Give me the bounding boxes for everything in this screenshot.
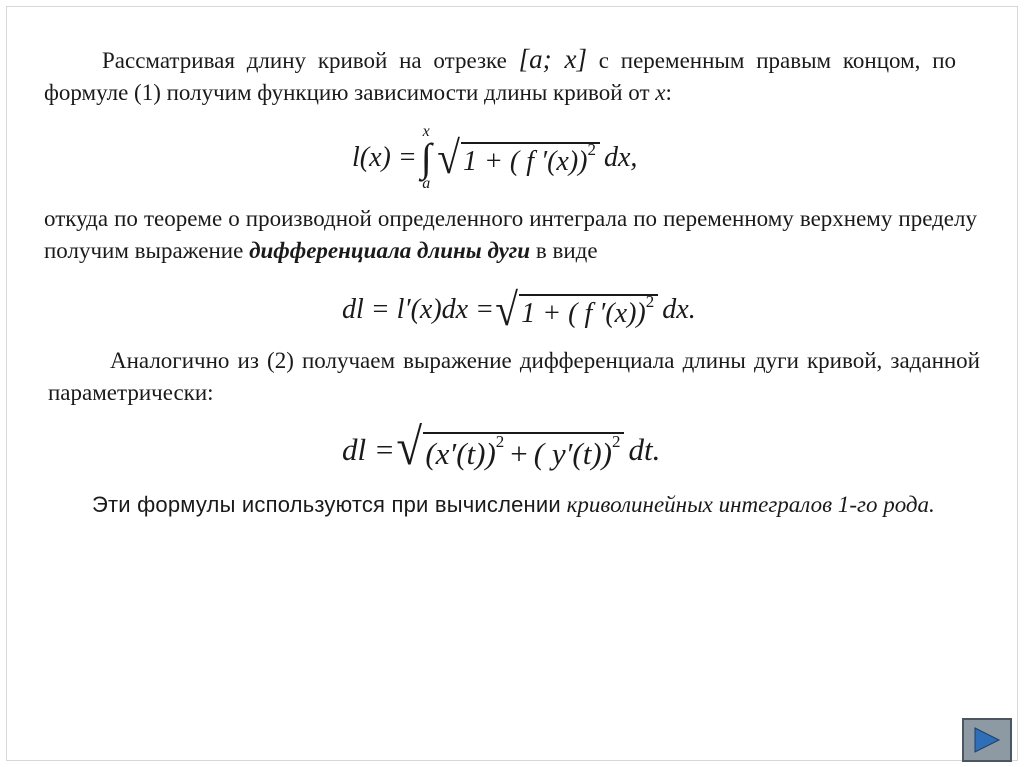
formula-arc-length xyxy=(352,118,637,198)
interval: [a; x] xyxy=(518,44,587,74)
paragraph1-end: : xyxy=(665,80,672,105)
variable-x: x xyxy=(655,80,666,105)
formula3-lhs: dl = xyxy=(342,432,395,467)
paragraph3-text: Аналогично из (2) получаем выражение дифференциала длины дуги кривой, заданной параметрически: xyxy=(48,348,980,405)
formula1-tail: dx, xyxy=(604,142,638,173)
paragraph-derivative-theorem xyxy=(44,203,977,267)
radical-sign: √ xyxy=(436,132,460,183)
paragraph4-text: Эти формулы используются при вычислении xyxy=(92,492,561,517)
formula3-power-a: 2 xyxy=(495,432,505,451)
radical-sign: √ xyxy=(495,284,518,335)
play-triangle-icon xyxy=(972,725,1002,755)
integral-lower-limit: a xyxy=(422,175,431,192)
radical-sign: √ xyxy=(396,419,422,476)
formula1-lhs: l(x) = xyxy=(352,142,417,173)
paragraph-line-integrals xyxy=(56,489,978,521)
paragraph-arc-length-intro xyxy=(44,43,956,109)
paragraph1-suffix: с переменным правым концом, по формуле (1) получим функцию зависимости длины кривой от xyxy=(44,48,957,105)
square-root-2 xyxy=(494,284,658,335)
formula2-lhs: dl = l′(x)dx = xyxy=(342,294,494,325)
formula3-plus: + xyxy=(510,436,528,471)
formula1-radicand: 1 + ( f ′(x)) xyxy=(462,146,588,177)
square-root xyxy=(436,132,600,183)
paragraph2-text: откуда по теореме о производной определенного интеграла по переменному верхнему пределу получим выражение xyxy=(44,206,977,263)
formula3-power-b: 2 xyxy=(611,432,621,451)
arc-differential-term: дифференциала длины дуги xyxy=(249,238,531,263)
formula3-radicand-a: (x′(t)) xyxy=(425,436,496,471)
next-slide-button[interactable] xyxy=(962,718,1012,762)
paragraph-parametric xyxy=(48,345,980,409)
integral-upper-limit: x xyxy=(422,123,430,140)
paragraph1-prefix: Рассматривая длину кривой на отрезке xyxy=(102,48,507,73)
formula2-power: 2 xyxy=(645,292,655,311)
integral-symbol: ∫ xyxy=(420,135,432,180)
formula-parametric-differential xyxy=(342,418,660,482)
formula2-radicand: 1 + ( f ′(x)) xyxy=(521,298,646,329)
formula-arc-differential xyxy=(342,280,696,340)
line-integrals-term: криволинейных интегралов 1-го рода. xyxy=(566,492,935,517)
formula2-tail: dx. xyxy=(662,294,696,325)
formula1-power: 2 xyxy=(587,140,596,159)
formula3-tail: dt. xyxy=(628,432,661,467)
formula3-radicand-b: ( y′(t)) xyxy=(533,436,612,471)
integral-sign xyxy=(421,124,432,192)
paragraph2-end: в виде xyxy=(535,238,598,263)
square-root-3 xyxy=(395,419,625,476)
